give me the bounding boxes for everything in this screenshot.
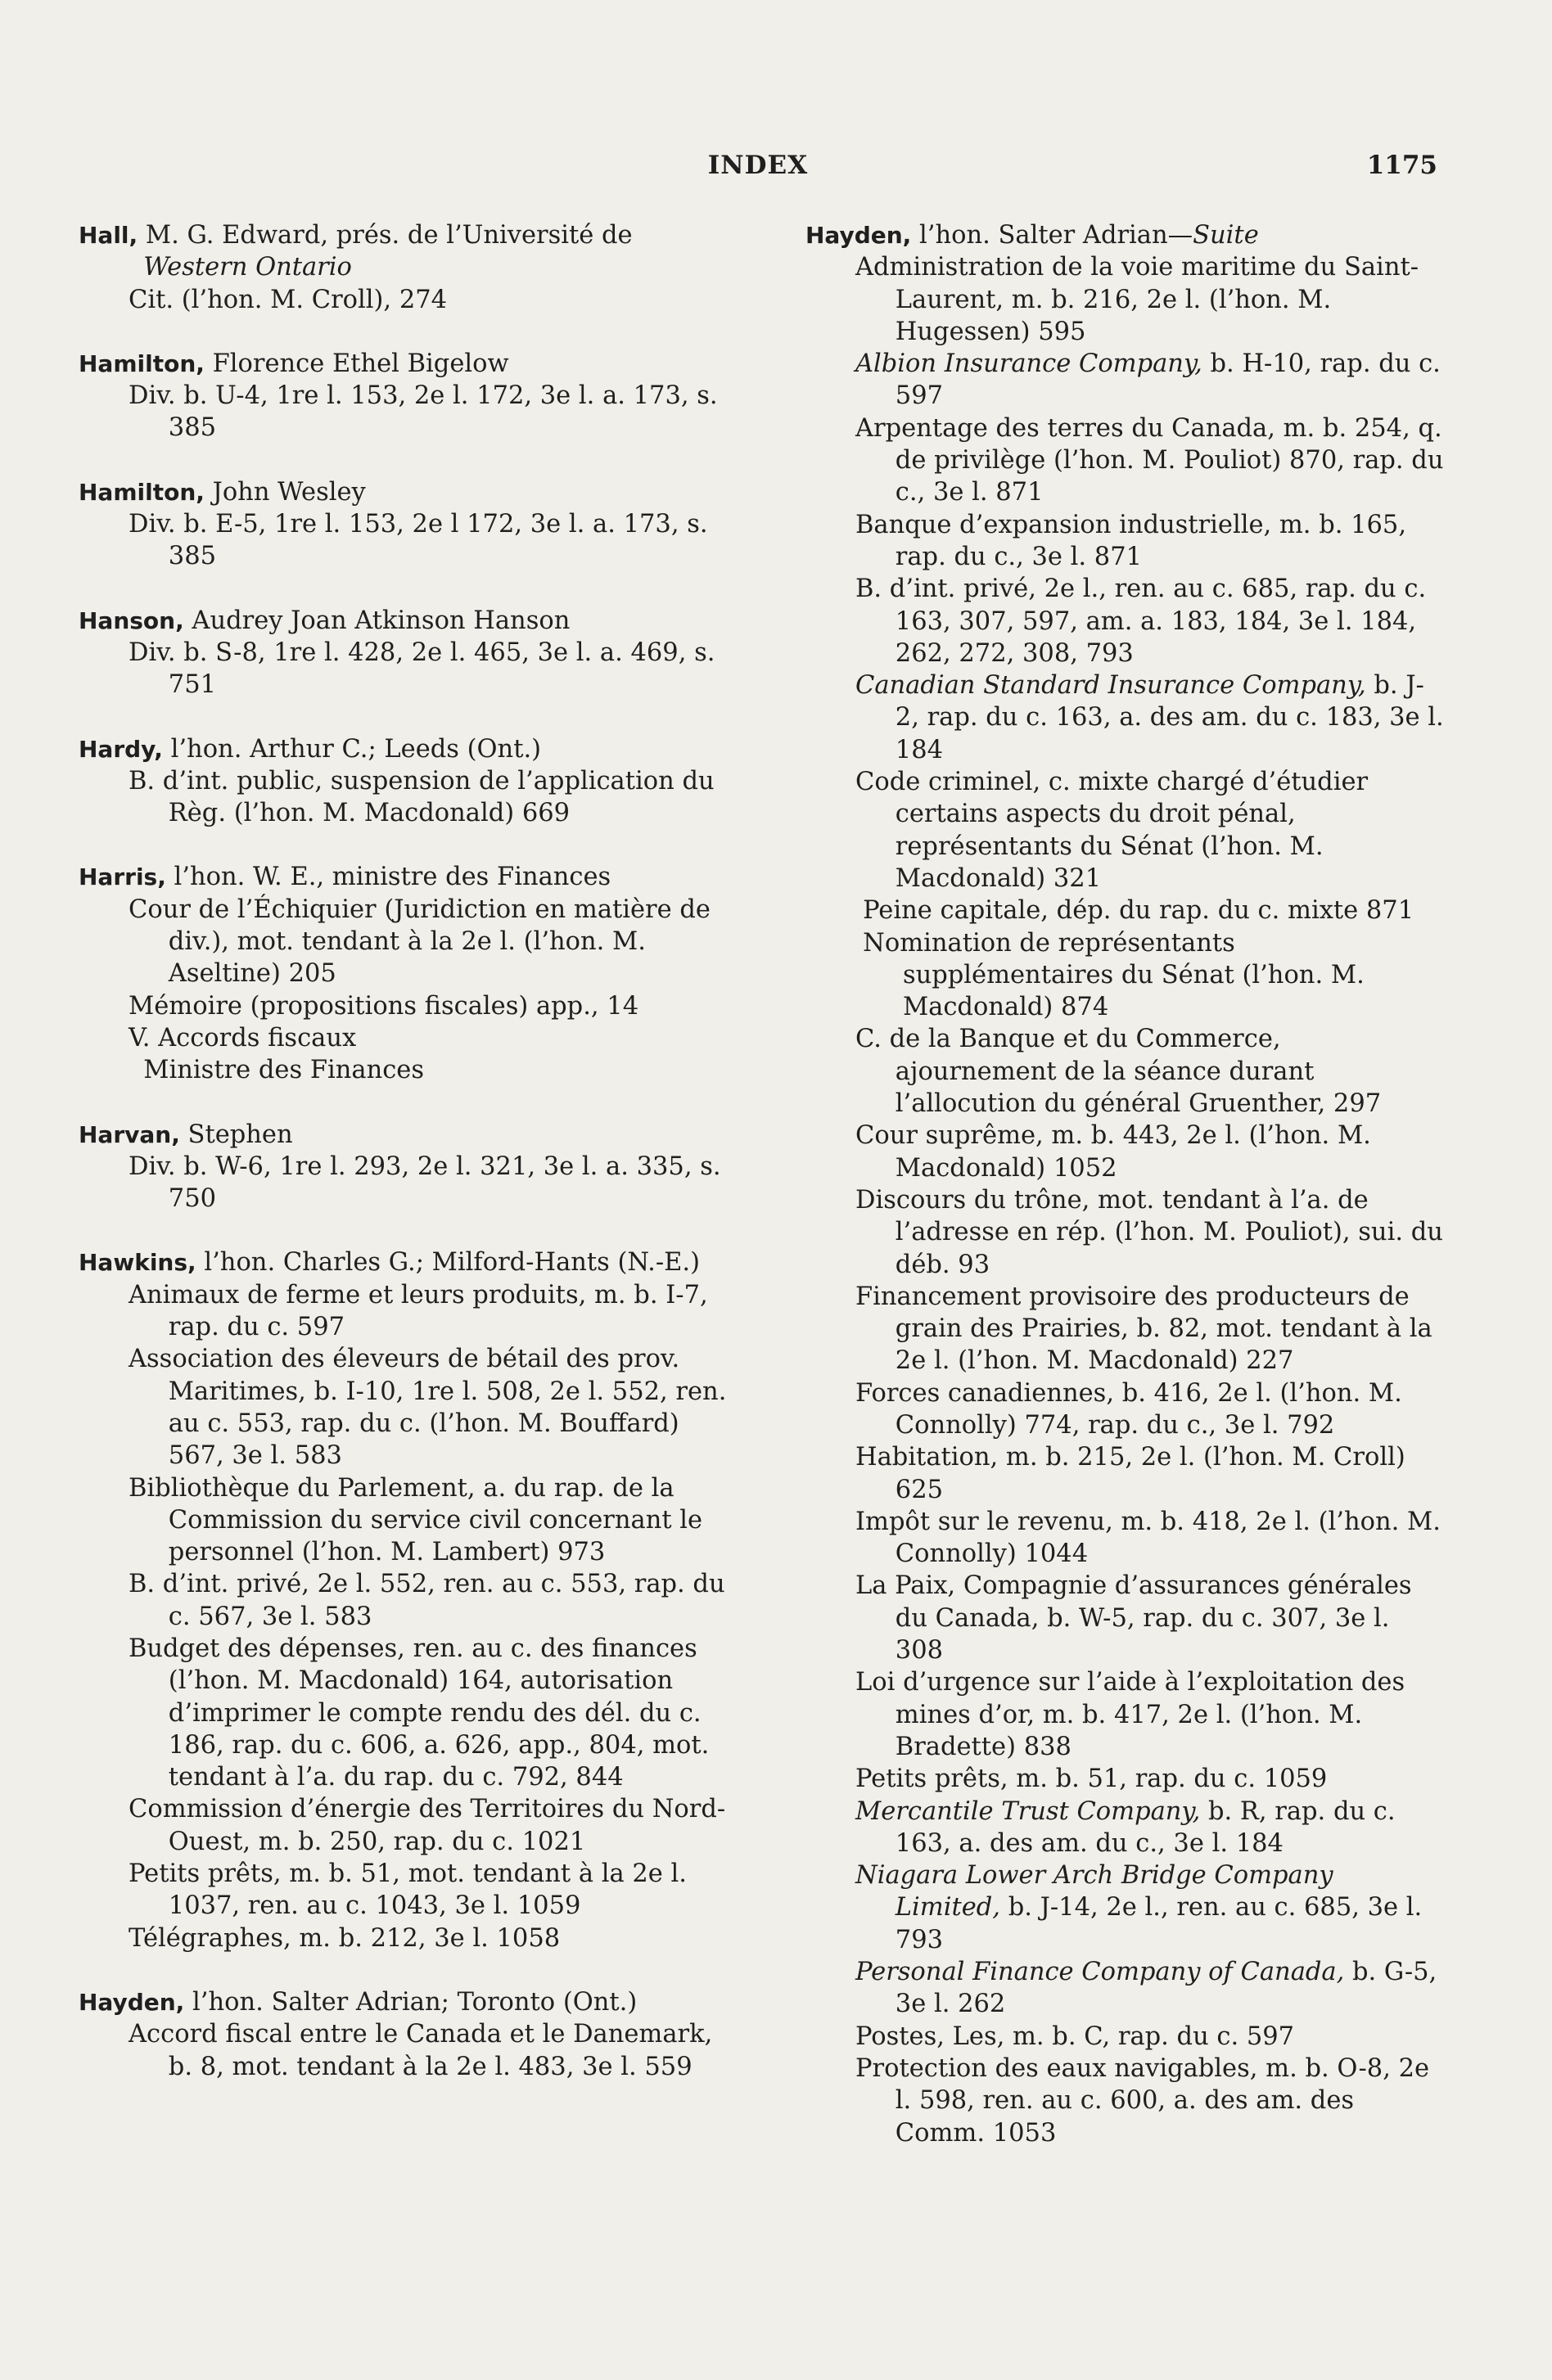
subheading-text: Accord fiscal entre le Canada et le Danemark, b. 8, mot. tendant à la 2e l. 483, 3e l. 559 <box>129 2020 713 2081</box>
entry-surname: Hardy, <box>79 735 163 763</box>
subheading-text: Loi d’urgence sur l’aide à l’exploitation des mines d’or, m. b. 417, 2e l. (l’hon. M. Bradette) 838 <box>855 1668 1405 1761</box>
subheading-text: La Paix, Compagnie d’assurances générales du Canada, b. W-5, rap. du c. 307, 3e l. 308 <box>855 1571 1412 1666</box>
page-number: 1175 <box>1366 151 1437 180</box>
subheading-text: Cour de l’Échiquier (Juridiction en matière de div.), mot. tendant à la 2e l. (l’hon. M. Aseltine) 205 <box>129 895 711 989</box>
subheading-text: V. Accords fiscaux <box>129 1023 357 1053</box>
entry-heading <box>79 605 742 637</box>
subheading-text: Div. b. E-5, 1re l. 153, 2e l 172, 3e l. a. 173, s. 385 <box>129 510 708 571</box>
entry-surname: Hall, <box>79 222 138 249</box>
entry-subheading <box>805 1441 1444 1506</box>
subheading-text: Commission d’énergie des Territoires du Nord-Ouest, m. b. 250, rap. du c. 1021 <box>129 1795 726 1856</box>
subheading-title: Personal Finance Company of Canada, <box>855 1958 1345 1987</box>
entry-surname: Hanson, <box>79 606 184 634</box>
entry-name-detail: Audrey Joan Atkinson Hanson <box>183 606 571 635</box>
entry-heading <box>79 219 742 251</box>
entry-name-detail: l’hon. Salter Adrian— <box>911 221 1193 250</box>
entry-surname: Hayden, <box>805 222 912 249</box>
entry-name-detail: M. G. Edward, prés. de l’Université de <box>138 221 633 250</box>
entry-heading <box>805 219 1444 251</box>
left-column <box>79 219 742 2115</box>
subheading-text: Nomination de représentants supplémentaires du Sénat (l’hon. M. Macdonald) 874 <box>863 928 1365 1022</box>
index-entry <box>79 1119 742 1215</box>
index-entry <box>79 1246 742 1954</box>
subheading-title: Niagara Lower Arch Bridge Company Limited, <box>855 1861 1333 1922</box>
entry-heading <box>79 733 742 765</box>
entry-surname: Hawkins, <box>79 1249 196 1277</box>
index-entry <box>79 1986 742 2083</box>
subheading-text: Code criminel, c. mixte chargé d’étudier certains aspects du droit pénal, représentants du Sénat (l’hon. M. Macdonald) 321 <box>855 768 1369 893</box>
entry-name-detail: l’hon. Salter Adrian; Toronto (Ont.) <box>184 1987 638 2017</box>
subheading-text: Protection des eaux navigables, m. b. O-8, 2e l. 598, ren. au c. 600, a. des am. des Comm. 1053 <box>855 2053 1430 2148</box>
subheading-text: Habitation, m. b. 215, 2e l. (l’hon. M. Croll) 625 <box>855 1443 1405 1504</box>
entry-subheading <box>79 637 742 701</box>
subheading-text: Cit. (l’hon. M. Croll), 274 <box>129 285 448 314</box>
entry-surname: Hamilton, <box>79 478 205 506</box>
entry-heading <box>79 1986 742 2018</box>
entry-subheading <box>805 1377 1444 1442</box>
entry-subheading <box>79 1054 742 1086</box>
entry-subheading <box>805 1281 1444 1377</box>
entry-heading <box>79 348 742 380</box>
subheading-text: Western Ontario <box>143 253 352 282</box>
subheading-detail: b. J-14, 2e l., ren. au c. 685, 3e l. 793 <box>895 1893 1423 1954</box>
entry-subheading <box>805 1859 1444 1956</box>
subheading-text: Impôt sur le revenu, m. b. 418, 2e l. (l’hon. M. Connolly) 1044 <box>855 1507 1441 1569</box>
index-entry <box>79 733 742 830</box>
entry-name-detail: John Wesley <box>204 477 366 507</box>
subheading-text: Financement provisoire des producteurs de grain des Prairies, b. 82, mot. tendant à la 2e l. (l’hon. M. Macdonald) 227 <box>855 1282 1432 1376</box>
index-entry <box>79 476 742 573</box>
entry-name-detail: l’hon. Charles G.; Milford-Hants (N.-E.) <box>196 1248 701 1278</box>
entry-subheading <box>805 348 1444 412</box>
subheading-text: Association des éleveurs de bétail des prov. Maritimes, b. I-10, 1re l. 508, 2e l. 552, ren. au c. 553, rap. du c. (l’hon. M. Bouffard) 567, 3e l. 583 <box>129 1345 727 1471</box>
entry-name-detail: l’hon. Arthur C.; Leeds (Ont.) <box>162 734 542 764</box>
entry-subheading <box>805 1023 1444 1120</box>
subheading-title: Canadian Standard Insurance Company, <box>855 671 1366 701</box>
entry-subheading <box>79 284 742 316</box>
subheading-title: Albion Insurance Company, <box>855 349 1202 379</box>
entry-name-detail: Florence Ethel Bigelow <box>204 349 509 378</box>
subheading-text: B. d’int. privé, 2e l. 552, ren. au c. 553, rap. du c. 567, 3e l. 583 <box>129 1570 725 1631</box>
entry-heading <box>79 476 742 508</box>
entry-subheading <box>805 669 1444 766</box>
subheading-text: Télégraphes, m. b. 212, 3e l. 1058 <box>129 1923 561 1953</box>
entry-subheading <box>79 1568 742 1633</box>
subheading-text: Mémoire (propositions fiscales) app., 14 <box>129 991 639 1021</box>
entry-subheading <box>79 1633 742 1793</box>
entry-subheading <box>805 509 1444 574</box>
running-head <box>79 151 1437 192</box>
entry-subheading <box>805 927 1444 1024</box>
subheading-text: Administration de la voie maritime du Saint-Laurent, m. b. 216, 2e l. (l’hon. M. Hugessen) 595 <box>855 253 1419 346</box>
subheading-text: Petits prêts, m. b. 51, rap. du c. 1059 <box>855 1765 1328 1794</box>
entry-subheading <box>805 2053 1444 2149</box>
entry-name-detail: Stephen <box>179 1120 293 1149</box>
entry-surname: Hayden, <box>79 1988 185 2016</box>
entry-subheading <box>79 2018 742 2083</box>
entry-surname: Hamilton, <box>79 349 205 377</box>
subheading-text: Div. b. U-4, 1re l. 153, 2e l. 172, 3e l. a. 173, s. 385 <box>129 381 718 443</box>
index-entry <box>805 219 1444 2149</box>
entry-subheading <box>805 895 1444 926</box>
entry-subheading <box>805 1763 1444 1795</box>
subheading-text: C. de la Banque et du Commerce, ajournement de la séance durant l’allocution du général Gruenther, 297 <box>855 1025 1382 1119</box>
entry-subheading <box>805 2021 1444 2053</box>
subheading-text: Ministre des Finances <box>143 1056 425 1085</box>
subheading-text: Banque d’expansion industrielle, m. b. 165, rap. du c., 3e l. 871 <box>855 510 1407 571</box>
entry-subheading <box>79 1858 742 1922</box>
index-entry <box>79 219 742 316</box>
subheading-detail: b. G-5, 3e l. 262 <box>895 1958 1437 2019</box>
subheading-text: Animaux de ferme et leurs produits, m. b. I-7, rap. du c. 597 <box>129 1280 708 1342</box>
entry-subheading <box>79 1922 742 1954</box>
subheading-detail: b. R, rap. du c. 163, a. des am. du c., 3e l. 184 <box>895 1796 1396 1858</box>
entry-surname: Harvan, <box>79 1120 180 1148</box>
subheading-detail: b. J-2, rap. du c. 163, a. des am. du c. 183, 3e l. 184 <box>895 671 1444 764</box>
entry-subheading <box>79 1022 742 1054</box>
entry-subheading <box>79 894 742 990</box>
subheading-text: Arpentage des terres du Canada, m. b. 254, q. de privilège (l’hon. M. Pouliot) 870, rap. du c., 3e l. 871 <box>855 413 1444 507</box>
entry-subheading <box>805 1120 1444 1184</box>
subheading-text: Peine capitale, dép. du rap. du c. mixte 871 <box>863 896 1414 926</box>
subheading-text: Forces canadiennes, b. 416, 2e l. (l’hon. M. Connolly) 774, rap. du c., 3e l. 792 <box>855 1378 1402 1440</box>
entry-heading <box>79 1119 742 1151</box>
entry-subheading <box>79 765 742 830</box>
entry-subheading <box>79 251 742 283</box>
entry-subheading <box>805 412 1444 509</box>
subheading-detail: b. H-10, rap. du c. 597 <box>895 349 1441 411</box>
entry-subheading <box>805 1184 1444 1281</box>
entry-surname: Harris, <box>79 863 166 891</box>
entry-subheading <box>805 766 1444 895</box>
right-column <box>805 219 1444 2181</box>
subheading-text: Budget des dépenses, ren. au c. des finances (l’hon. M. Macdonald) 164, autorisation d’imprimer le compte rendu des dél. du c. 186, rap. du c. 606, a. 626, app., 804, mot. tendant à l’a. du rap. du c. 792, 844 <box>129 1634 710 1792</box>
entry-subheading <box>79 380 742 444</box>
subheading-text: B. d’int. public, suspension de l’application du Règ. (l’hon. M. Macdonald) 669 <box>129 766 715 828</box>
entry-name-detail: l’hon. W. E., ministre des Finances <box>165 863 611 892</box>
index-entry <box>79 861 742 1086</box>
subheading-text: Discours du trône, mot. tendant à l’a. de l’adresse en rép. (l’hon. M. Pouliot), sui. du déb. 93 <box>855 1185 1443 1279</box>
entry-subheading <box>805 1570 1444 1666</box>
entry-heading <box>79 1246 742 1278</box>
entry-subheading <box>79 1151 742 1215</box>
entry-subheading <box>805 251 1444 348</box>
subheading-text: Bibliothèque du Parlement, a. du rap. de la Commission du service civil concernant le personnel (l’hon. M. Lambert) 973 <box>129 1473 703 1567</box>
subheading-text: B. d’int. privé, 2e l., ren. au c. 685, rap. du c. 163, 307, 597, am. a. 183, 184, 3e l. 184, 262, 272, 308, 793 <box>855 575 1427 668</box>
subheading-title: Mercantile Trust Company, <box>855 1796 1201 1826</box>
entry-subheading <box>79 990 742 1022</box>
subheading-text: Petits prêts, m. b. 51, mot. tendant à la 2e l. 1037, ren. au c. 1043, 3e l. 1059 <box>129 1859 687 1921</box>
entry-subheading <box>79 1472 742 1569</box>
index-entry <box>79 605 742 701</box>
entry-subheading <box>805 1796 1444 1860</box>
subheading-text: Cour suprême, m. b. 443, 2e l. (l’hon. M. Macdonald) 1052 <box>855 1121 1371 1183</box>
subheading-text: Div. b. S-8, 1re l. 428, 2e l. 465, 3e l. a. 469, s. 751 <box>129 638 715 700</box>
entry-continued-marker: Suite <box>1193 221 1259 250</box>
entry-subheading <box>805 1666 1444 1763</box>
entry-subheading <box>79 1343 742 1472</box>
entry-heading <box>79 861 742 893</box>
entry-subheading <box>79 1279 742 1344</box>
running-title: INDEX <box>707 151 809 180</box>
entry-subheading <box>805 1506 1444 1571</box>
entry-subheading <box>79 1793 742 1858</box>
index-entry <box>79 348 742 444</box>
subheading-text: Div. b. W-6, 1re l. 293, 2e l. 321, 3e l. a. 335, s. 750 <box>129 1152 721 1214</box>
entry-subheading <box>805 1956 1444 2021</box>
entry-subheading <box>805 573 1444 669</box>
entry-subheading <box>79 508 742 573</box>
subheading-text: Postes, Les, m. b. C, rap. du c. 597 <box>855 2022 1295 2051</box>
